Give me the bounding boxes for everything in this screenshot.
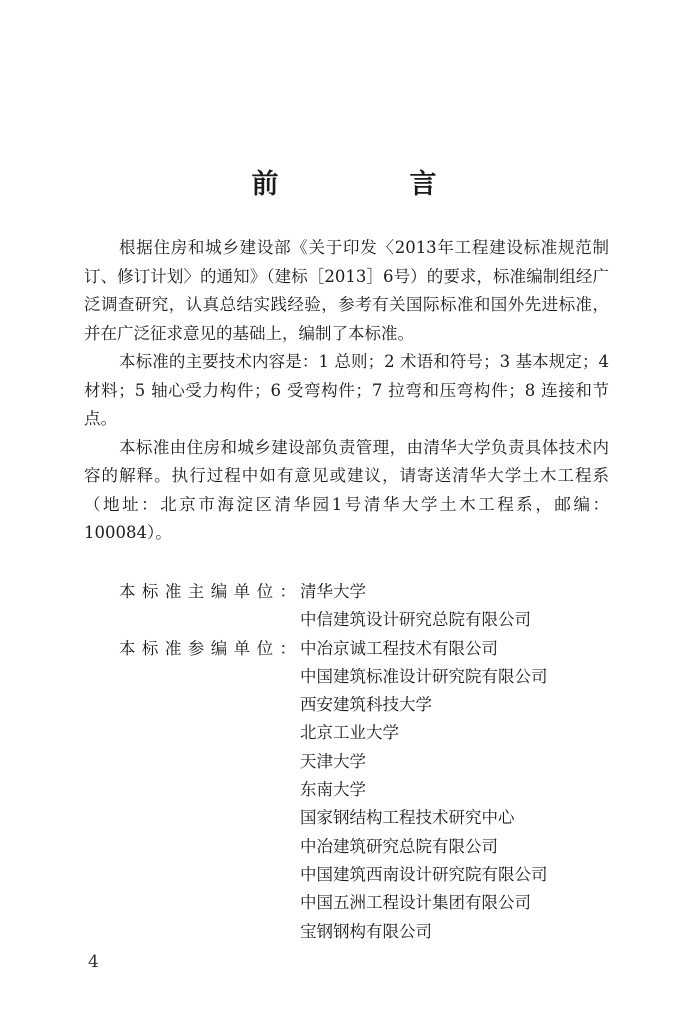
list-item: 中国建筑标准设计研究院有限公司 [300, 666, 548, 686]
participating-units-label: 本标准参编单位： [119, 638, 296, 658]
chief-units-list [300, 578, 599, 635]
page-number: 4 [88, 952, 99, 972]
list-item: 北京工业大学 [300, 723, 399, 743]
list-item: 宝钢钢构有限公司 [300, 921, 432, 941]
chief-units-row [119, 578, 599, 635]
list-item: 中国五洲工程设计集团有限公司 [300, 893, 531, 913]
chief-units-label: 本标准主编单位： [119, 582, 296, 601]
participating-units-list [300, 635, 599, 946]
list-item: 中冶建筑研究总院有限公司 [300, 836, 498, 856]
list-item: 中国建筑西南设计研究院有限公司 [300, 864, 548, 884]
list-item: 中冶京诚工程技术有限公司 [300, 638, 498, 658]
list-item: 国家钢结构工程技术研究中心 [300, 808, 515, 828]
list-item: 天津大学 [300, 751, 366, 771]
paragraph-administration: 本标准由住房和城乡建设部负责管理，由清华大学负责具体技术内容的解释。执行过程中如有意见或建议，请寄送清华大学土木工程系（地址：北京市海淀区清华园1号清华大学土木工程系，邮编：100084）。 [84, 437, 609, 542]
paragraph-contents: 本标准的主要技术内容是：1 总则；2 术语和符号；3 基本规定；4 材料；5 轴心受力构件；6 受弯构件；7 拉弯和压弯构件；8 连接和节点。 [84, 352, 609, 428]
list-item: 中信建筑设计研究总院有限公司 [300, 610, 531, 630]
list-item: 西安建筑科技大学 [300, 695, 432, 715]
foreword-body [84, 234, 609, 548]
participating-units-row [119, 635, 599, 946]
paragraph-background: 根据住房和城乡建设部《关于印发〈2013年工程建设标准规范制订、修订计划〉的通知》（建标［2013］6号）的要求，标准编制组经广泛调查研究，认真总结实践经验，参考有关国际标准和国外先进标准，并在广泛征求意见的基础上，编制了本标准。 [84, 238, 609, 343]
list-item: 清华大学 [300, 582, 366, 601]
page-title: 前 言 [251, 169, 489, 200]
drafting-units [119, 578, 599, 946]
list-item: 东南大学 [300, 780, 366, 800]
